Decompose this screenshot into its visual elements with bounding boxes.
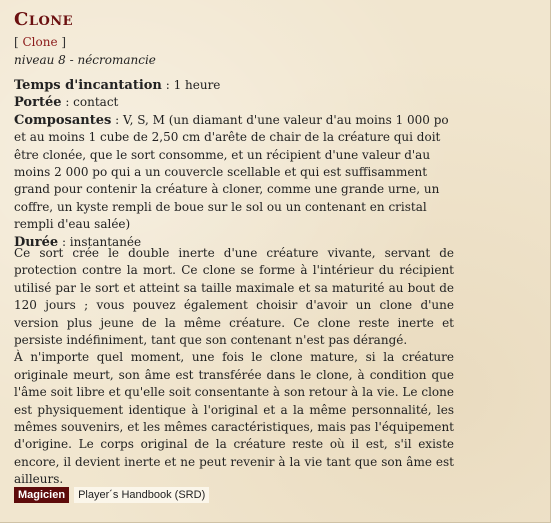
alt-name-close-bracket: ] bbox=[57, 35, 67, 49]
alt-name-link[interactable]: Clone bbox=[22, 35, 58, 49]
description-paragraph-1: Ce sort crée le double inerte d'une créature vivante, servant de protection contre la mort. Ce clone se forme à l'intérieur du récipient utilisé par le sort et atteint sa taille maximale et sa maturité au bout de 120 jours ; vous pouvez également choisir d'avoir un clone d'une version plus jeune de la même créature. Ce clone reste inerte et persiste indéfiniment, tant que son contenant n'est pas dérangé. bbox=[14, 246, 454, 348]
spell-description bbox=[14, 245, 454, 489]
duration-label: Durée bbox=[14, 234, 59, 250]
class-tag-magicien[interactable]: Magicien bbox=[14, 487, 69, 503]
casting-time-value: : 1 heure bbox=[161, 78, 221, 92]
range-row bbox=[14, 94, 454, 111]
spell-footer bbox=[14, 487, 209, 503]
spell-properties bbox=[14, 77, 454, 251]
casting-time-label: Temps d'incantation bbox=[14, 78, 162, 93]
components-value: : V, S, M (un diamant d'une valeur d'au moins 1 000 po et au moins 1 cube de 2,50 cm d'arête de chair de la créature qui doit être clonée, que le sort consomme, et un récipient d'une valeur d'au moins 2 000 po qui a un couvercle scellable et qui est suffisamment grand pour contenir la créature à cloner, comme une grande urne, un coffre, un kyste rempli de boue sur le sol ou un contenant en cristal rempli d'eau salée) bbox=[14, 112, 449, 232]
range-value: : contact bbox=[61, 95, 119, 110]
alt-name bbox=[14, 35, 66, 49]
casting-time-row bbox=[14, 77, 454, 94]
components-row bbox=[14, 112, 454, 234]
spell-level: niveau 8 - nécromancie bbox=[14, 53, 156, 67]
spell-title: Clone bbox=[14, 9, 74, 30]
range-label: Portée bbox=[14, 95, 62, 111]
source-badge: Player´s Handbook (SRD) bbox=[74, 487, 209, 503]
duration-value: : instantanée bbox=[58, 234, 142, 249]
components-label: Composantes bbox=[14, 112, 112, 128]
alt-name-open-bracket: [ bbox=[14, 35, 23, 49]
description-paragraph-2: À n'importe quel moment, une fois le clone mature, si la créature originale meurt, son âme est transférée dans le clone, à condition que l'âme soit libre et qu'elle soit consentante à son retour à la vie. Le clone est physiquement identique à l'original et a la même personnalité, les mêmes souvenirs, et les mêmes caractéristiques, mais pas l'équipement d'origine. Le corps original de la créature reste où il est, s'il existe encore, il devient inerte et ne peut revenir à la vie tant que son âme est ailleurs. bbox=[14, 350, 454, 487]
